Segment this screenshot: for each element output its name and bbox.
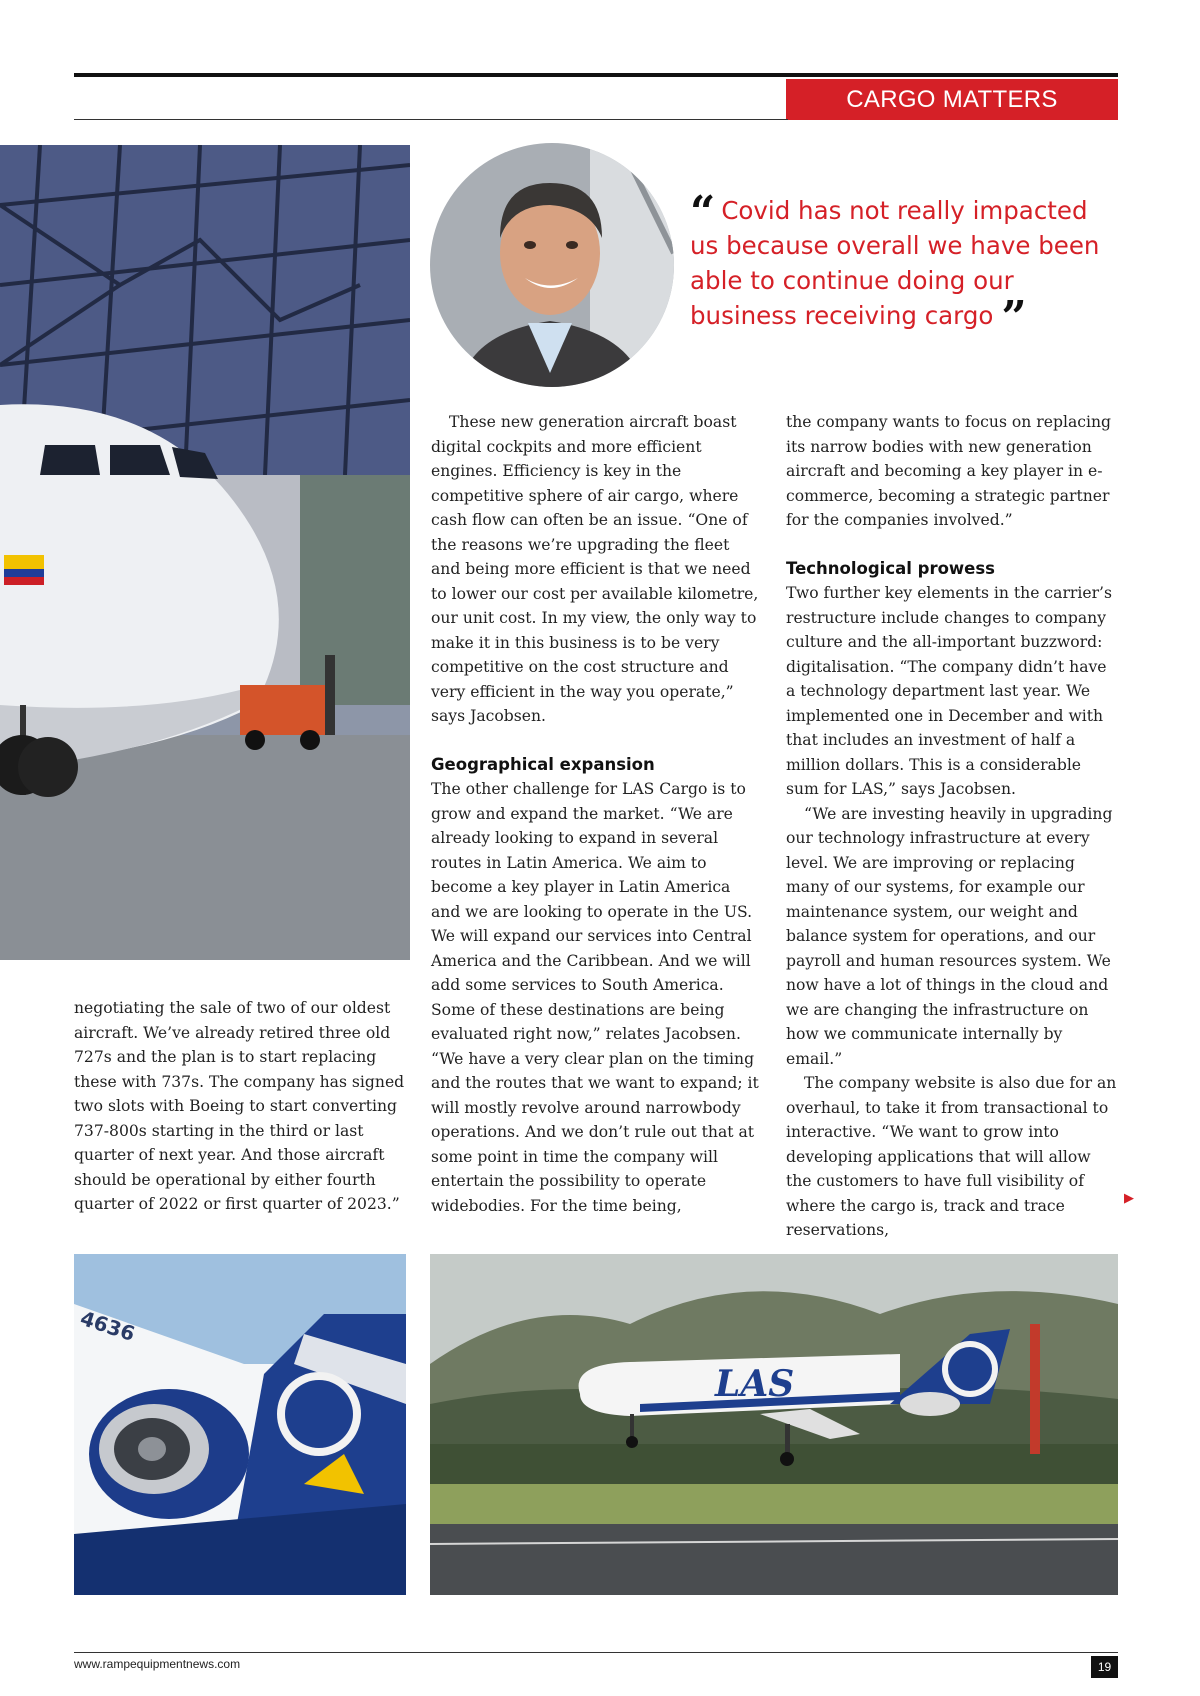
article-paragraph: The other challenge for LAS Cargo is to grow and expand the market. “We are already looking to expand in several routes in Latin America. We aim to become a key player in Latin America and we are looking to operate in the US. We will expand our services into Central America and the Caribbean. And we will add some services to South America. Some of these destinations are being evaluated right now,” relates Jacobsen. “We have a very clear plan on the timing and the routes that we want to expand; it will mostly revolve around narrowbody operations. And we don’t rule out that at some point in time the company will entertain the possibility to operate widebodies. For the time being, — [431, 780, 759, 1215]
article-column-2 — [431, 410, 761, 1218]
article-column-3 — [786, 410, 1118, 1243]
article-paragraph: These new generation aircraft boast digital cockpits and more efficient engines. Efficiency is key in the competitive sphere of air cargo, where cash flow can often be an issue. “One of the reasons we’re upgrading the fleet and being more efficient is that we need to lower our cost per available kilometre, our unit cost. In my view, the only way to make it in this business is to be very competitive on the cost structure and very efficient in the way you operate,” says Jacobsen. — [431, 413, 759, 725]
footer-url: www.rampequipmentnews.com — [74, 1657, 241, 1671]
page-number: 19 — [1091, 1656, 1118, 1678]
takeoff-photo — [430, 1254, 1118, 1595]
article-paragraph: “We are investing heavily in upgrading our technology infrastructure at every level. We are improving or replacing many of our systems, for example our maintenance system, our weight and balance system for operations, and our payroll and human resources system. We now have a lot of things in the cloud and we are changing the infrastructure on how we communicate internally by email.” — [786, 804, 1113, 1068]
registration-label: 4636 — [77, 1305, 138, 1346]
article-paragraph: Two further key elements in the carrier’s restructure include changes to company culture and the all-important buzzword: digitalisation. “The company didn’t have a technology department last year. We implemented one in December and with that includes an investment of half a million dollars. This is a considerable sum for LAS,” says Jacobsen. — [786, 584, 1112, 798]
portrait-photo — [430, 143, 674, 387]
hangar-aircraft-photo — [0, 145, 410, 960]
article-paragraph: the company wants to focus on replacing its narrow bodies with new generation aircraft and becoming a key player in e-commerce, becoming a strategic partner for the companies involved.” — [786, 413, 1111, 529]
footer-rule — [74, 1652, 1118, 1653]
subheading-technological-prowess: Technological prowess — [786, 558, 995, 578]
close-quote-icon: ” — [1001, 292, 1021, 343]
subheading-geographical-expansion: Geographical expansion — [431, 754, 655, 774]
las-livery-label: LAS — [715, 1363, 795, 1405]
article-paragraph: The company website is also due for an overhaul, to take it from transactional to interactive. “We want to grow into developing applications that will allow the customers to have full visibility of where the cargo is, track and trace reservations, — [786, 1074, 1117, 1239]
pull-quote-text: Covid has not really impacted us because overall we have been able to continue doing our business receiving cargo — [690, 196, 1100, 330]
continue-arrow-icon: ▶ — [1124, 1191, 1134, 1206]
article-paragraph: negotiating the sale of two of our oldest aircraft. We’ve already retired three old 727s and the plan is to start replacing these with 737s. The company has signed two slots with Boeing to start converting 737-800s starting in the third or last quarter of next year. And those aircraft should be operational by either fourth quarter of 2022 or first quarter of 2023.” — [74, 999, 405, 1213]
top-rule — [74, 73, 1118, 77]
open-quote-icon: “ — [690, 187, 710, 238]
header-underline — [74, 119, 788, 120]
article-column-1 — [74, 996, 410, 1217]
section-tag: CARGO MATTERS — [786, 79, 1118, 120]
pull-quote — [690, 187, 1110, 343]
engine-tail-photo — [74, 1254, 406, 1595]
